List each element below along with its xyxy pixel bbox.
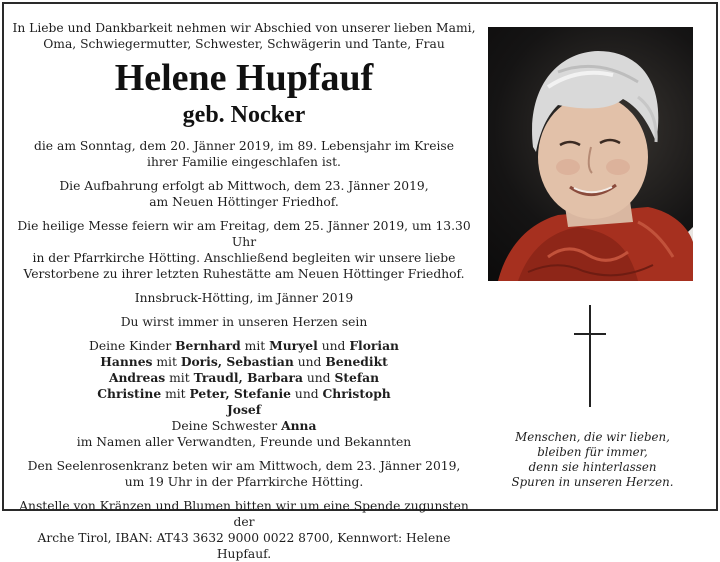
rosary-line-1: Den Seelenrosenkranz beten wir am Mittwoch, dem 23. Jänner 2019, — [27, 459, 461, 473]
mourners-line-1: Deine Kinder Bernhard mit Muryel und Florian — [88, 338, 399, 353]
birth-name: geb. Nocker — [182, 102, 306, 128]
laying-out-notice — [10, 178, 478, 210]
mourners-list — [10, 338, 478, 450]
mourners-line-4: Christine mit Peter, Stefanie und Christoph — [97, 386, 391, 401]
intro-text — [10, 20, 478, 52]
cross-icon — [574, 305, 606, 407]
death-line-1: die am Sonntag, dem 20. Jänner 2019, im 89. Lebensjahr im Kreise — [34, 139, 454, 153]
death-notice — [10, 138, 478, 170]
mourners-line-2: Hannes mit Doris, Sebastian und Benedikt — [100, 354, 388, 369]
laying-line-1: Die Aufbahrung erfolgt ab Mittwoch, dem 23. Jänner 2019, — [59, 179, 429, 193]
donation-line-2: Arche Tirol, IBAN: AT43 3632 9000 0022 8700, Kennwort: Helene Hupfauf. — [37, 531, 451, 561]
mass-line-1: Die heilige Messe feiern wir am Freitag, dem 25. Jänner 2019, um 13.30 Uhr — [17, 219, 471, 249]
mourners-line-5: Josef — [226, 402, 262, 417]
rosary-notice — [10, 458, 478, 490]
mass-notice — [10, 218, 478, 282]
mourners-line-7: im Namen aller Verwandten, Freunde und Bekannten — [76, 435, 412, 449]
laying-line-2: am Neuen Höttinger Friedhof. — [149, 195, 339, 209]
mass-line-3: Verstorbene zu ihrer letzten Ruhestätte am Neuen Höttinger Friedhof. — [23, 267, 465, 281]
donation-notice — [10, 498, 478, 562]
portrait-illustration — [488, 27, 693, 281]
memorial-quote — [500, 430, 685, 490]
heart-line: Du wirst immer in unseren Herzen sein — [120, 315, 368, 329]
rosary-line-2: um 19 Uhr in der Pfarrkirche Hötting. — [124, 475, 364, 489]
mourners-line-6: Deine Schwester Anna — [171, 418, 317, 433]
intro-line-1: In Liebe und Dankbarkeit nehmen wir Abschied von unserer lieben Mami, — [12, 21, 476, 35]
mourners-line-3: Andreas mit Traudl, Barbara und Stefan — [108, 370, 380, 385]
quote-line-3: denn sie hinterlassen — [528, 460, 657, 474]
place-date: Innsbruck-Hötting, im Jänner 2019 — [134, 291, 354, 305]
portrait-photo — [488, 27, 693, 281]
death-line-2: ihrer Familie eingeschlafen ist. — [147, 155, 341, 169]
intro-line-2: Oma, Schwiegermutter, Schwester, Schwägerin und Tante, Frau — [43, 37, 445, 51]
quote-line-1: Menschen, die wir lieben, — [515, 430, 670, 444]
donation-line-1: Anstelle von Kränzen und Blumen bitten wir um eine Spende zugunsten der — [19, 499, 469, 529]
deceased-name: Helene Hupfauf — [114, 57, 374, 99]
mass-line-2: in der Pfarrkirche Hötting. Anschließend begleiten wir unsere liebe — [32, 251, 456, 265]
obituary-text — [10, 20, 478, 562]
quote-line-4: Spuren in unseren Herzen. — [511, 475, 674, 489]
quote-line-2: bleiben für immer, — [537, 445, 648, 459]
